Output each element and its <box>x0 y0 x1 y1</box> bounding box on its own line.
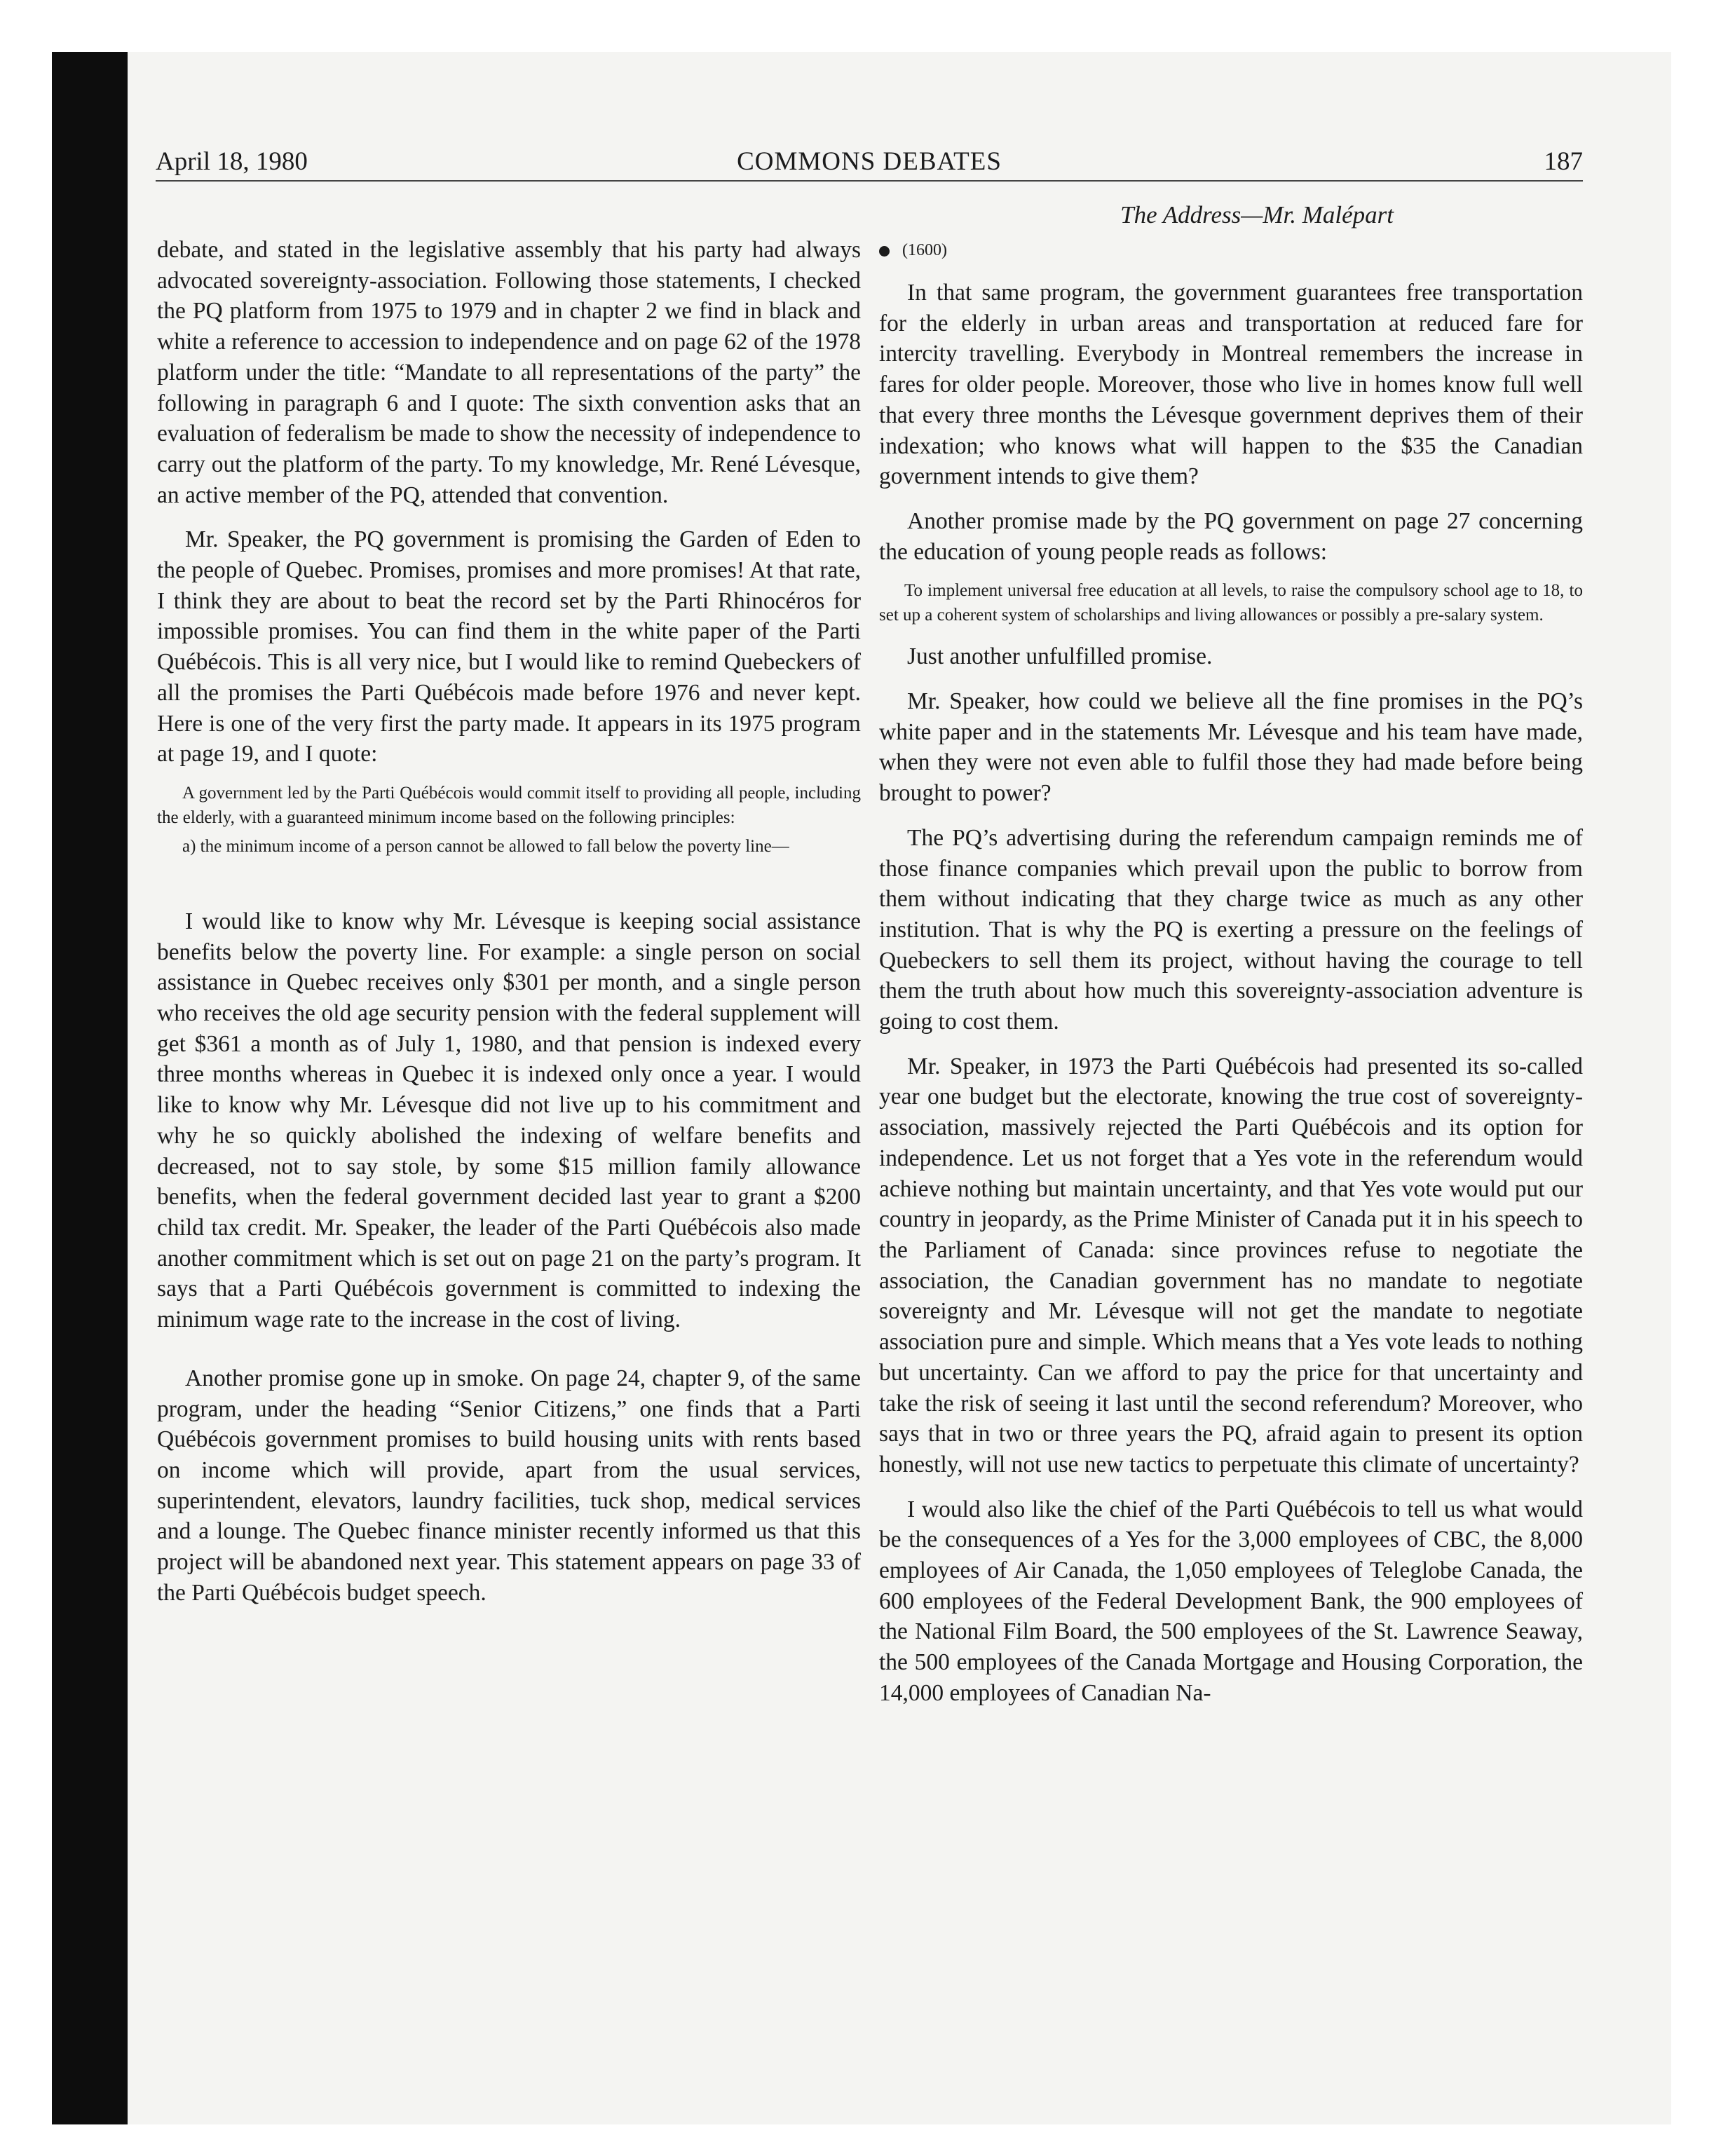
right-column <box>879 238 1583 1709</box>
scan-binding-edge <box>52 52 128 2124</box>
paragraph: Mr. Speaker, in 1973 the Parti Québécois had presented its so-called year one budget but the electorate, knowing the true cost of sovereignty-association, massively rejected the Parti Québécois and its option for independence. Let us not forget that a Yes vote in the referendum would achieve nothing but maintain uncertainty, and that Yes vote would put our country in jeopardy, as the Prime Minister of Canada put it in his speech to the Parliament of Canada: since provinces refuse to negotiate the association, the Canadian government has no mandate to negotiate sovereignty and Mr. Lévesque will not get the mandate to negotiate association pure and simple. Which means that a Yes vote leads to nothing but uncertainty. Can we afford to pay the price for that uncertainty and take the risk of seeing it last until the second referendum? Moreover, who says that in two or three years the PQ, afraid again to present its option honestly, will not use new tactics to perpetuate this climate of uncertainty? <box>879 1053 1583 1478</box>
header-journal-title: COMMONS DEBATES <box>737 147 1002 176</box>
paragraph: debate, and stated in the legislative assembly that his party had always advocated sovereignty-association. Following those statements, I checked the PQ platform from 1975 to 1979 and in chapter 2 we find in black and white a reference to accession to independence and on page 62 of the 1978 platform under the title: “Mandate to all representations of the party” the following in paragraph 6 and I quote: The sixth convention asks that an evaluation of federalism be made to show the necessity of independence to carry out the platform of the party. To my knowledge, Mr. René Lévesque, an active member of the PQ, attended that convention. <box>157 237 861 508</box>
left-column <box>157 235 861 1608</box>
running-head: The Address—Mr. Malépart <box>1120 201 1394 228</box>
paragraph: Mr. Speaker, the PQ government is promising the Garden of Eden to the people of Quebec. Promises, promises and more promises! At that rate, I think they are about to beat the record set by the Parti Rhinocéros for impossible promises. You can find them in the white paper of the Parti Québécois. This is all very nice, but I would like to remind Quebeckers of all the promises the Parti Québécois made before 1976 and never kept. Here is one of the very first the party made. It appears in its 1975 program at page 19, and I quote: <box>157 526 861 767</box>
block-quote: To implement universal free education at all levels, to raise the compulsory school age to 18, to set up a coherent system of scholarships and living allowances or possibly a pre-salary system. <box>879 581 1583 625</box>
paragraph: Another promise made by the PQ government on page 27 concerning the education of young people reads as follows: <box>879 507 1583 565</box>
time-marker <box>879 238 1583 262</box>
block-quote: A government led by the Parti Québécois would commit itself to providing all people, including the elderly, with a guaranteed minimum income based on the following principles: <box>157 783 861 827</box>
block-quote: a) the minimum income of a person cannot be allowed to fall below the poverty line— <box>182 836 789 856</box>
header-page-number: 187 <box>1544 147 1583 176</box>
page-header <box>156 144 1583 180</box>
bullet-dot-icon <box>879 246 890 257</box>
paragraph: I would like to know why Mr. Lévesque is keeping social assistance benefits below the poverty line. For example: a single person on social assistance in Quebec receives only $301 per month, and a single person who receives the old age security pension with the federal supplement will get $361 a month as of July 1, 1980, and that pension is indexed every three months whereas in Quebec it is indexed only once a year. I would like to know why Mr. Lévesque did not live up to his commitment and why he so quickly abolished the indexing of welfare benefits and decreased, not to say stole, by some $15 million family allowance benefits, when the federal government decided last year to grant a $200 child tax credit. Mr. Speaker, the leader of the Parti Québécois also made another commitment which is set out on page 21 on the party’s program. It says that a Parti Québécois government is committed to indexing the minimum wage rate to the increase in the cost of living. <box>157 908 861 1333</box>
paragraph: Another promise gone up in smoke. On page 24, chapter 9, of the same program, under the heading “Senior Citizens,” one finds that a Parti Québécois government promises to build housing units with rents based on income which will provide, apart from the usual services, superintendent, elevators, laundry facilities, tuck shop, medical services and a lounge. The Quebec finance minister recently informed us that this project will be abandoned next year. This statement appears on page 33 of the Parti Québécois budget speech. <box>157 1365 861 1606</box>
paragraph: I would also like the chief of the Parti Québécois to tell us what would be the consequences of a Yes for the 3,000 employees of CBC, the 8,000 employees of Air Canada, the 1,050 employees of Teleglobe Canada, the 600 employees of the Federal Development Bank, the 900 employees of the National Film Board, the 500 employees of the St. Lawrence Seaway, the 500 employees of the Canada Mortgage and Housing Corporation, the 14,000 employees of Canadian Na- <box>879 1496 1583 1706</box>
time-marker-label: (1600) <box>902 241 947 259</box>
header-rule <box>156 180 1583 182</box>
paragraph: Mr. Speaker, how could we believe all the fine promises in the PQ’s white paper and in the statements Mr. Lévesque and his team have made, when they were not even able to fulfil those they had made before being brought to power? <box>879 688 1583 807</box>
paragraph: In that same program, the government guarantees free transportation for the elderly in urban areas and transportation at reduced fare for intercity travelling. Everybody in Montreal remembers the increase in fares for older people. Moreover, those who live in homes know full well that every three months the Lévesque government deprives them of their indexation; who knows what will happen to the $35 the Canadian government intends to give them? <box>879 280 1583 490</box>
paragraph: Just another unfulfilled promise. <box>907 643 1213 670</box>
header-date: April 18, 1980 <box>156 147 308 176</box>
paragraph: The PQ’s advertising during the referendum campaign reminds me of those finance companies which prevail upon the public to borrow from them without indicating that they charge twice as much as any other institution. That is why the PQ is exerting a pressure on the feelings of Quebeckers to sell them its project, without having the courage to tell them the truth about how much this sovereignty-association adventure is going to cost them. <box>879 824 1583 1035</box>
